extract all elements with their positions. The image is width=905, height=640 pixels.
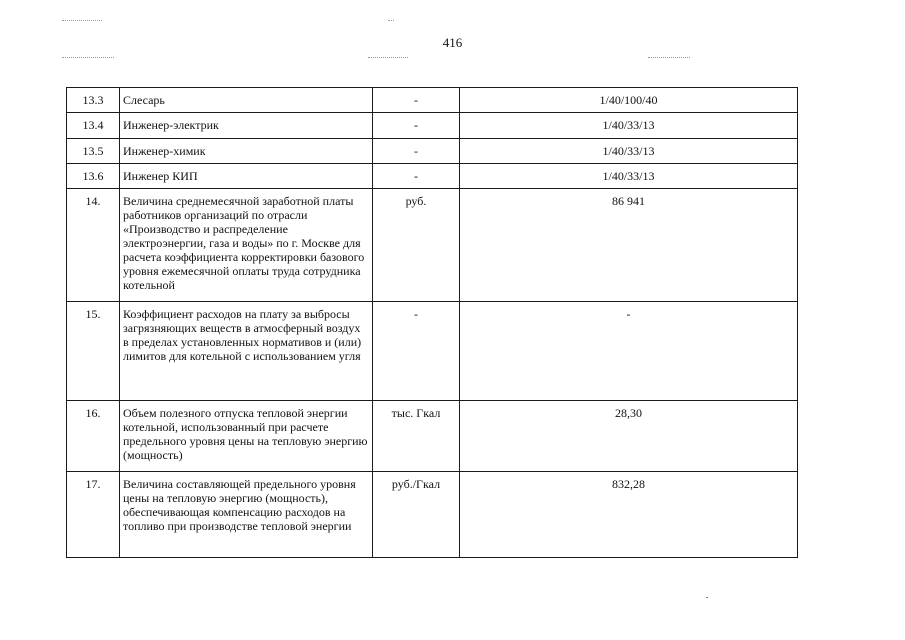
scan-mark-top-left [62, 20, 102, 22]
row-name: Инженер-химик [120, 139, 373, 164]
row-value: 1/40/100/40 [460, 88, 798, 113]
row-number: 16. [67, 401, 120, 472]
row-number: 17. [67, 472, 120, 558]
row-unit: - [373, 302, 460, 401]
row-number: 13.4 [67, 113, 120, 139]
row-value: 86 941 [460, 189, 798, 302]
row-value: - [460, 302, 798, 401]
table-row [67, 164, 798, 189]
row-unit: руб./Гкал [373, 472, 460, 558]
row-unit: - [373, 113, 460, 139]
row-value: 1/40/33/13 [460, 139, 798, 164]
row-name: Объем полезного отпуска тепловой энергии котельной, использованный при расчете предельного уровня цены на тепловую энергию (мощность) [120, 401, 373, 472]
page-number: 416 [442, 35, 463, 50]
table-row [67, 88, 798, 113]
table-row [67, 472, 798, 558]
table-row [67, 401, 798, 472]
scan-mark-center [368, 57, 408, 59]
row-name: Слесарь [120, 88, 373, 113]
row-number: 13.5 [67, 139, 120, 164]
row-name: Величина среднемесячной заработной платы работников организаций по отрасли «Производство и распределение электроэнергии, газа и воды» по г. Москве для расчета коэффициента корректировки базового уровня ежемесячной оплаты труда сотрудника котельной [120, 189, 373, 302]
row-value: 1/40/33/13 [460, 164, 798, 189]
row-unit: - [373, 88, 460, 113]
row-unit: - [373, 164, 460, 189]
table-row [67, 302, 798, 401]
row-value: 1/40/33/13 [460, 113, 798, 139]
row-name: Инженер-электрик [120, 113, 373, 139]
scan-mark-left [62, 57, 114, 59]
row-number: 15. [67, 302, 120, 401]
row-name: Величина составляющей предельного уровня цены на тепловую энергию (мощность), обеспечивающая компенсацию расходов на топливо при производстве тепловой энергии [120, 472, 373, 558]
scan-mark-top-center [388, 20, 394, 22]
scan-mark-right [648, 57, 690, 59]
row-value: 28,30 [460, 401, 798, 472]
row-name: Коэффициент расходов на плату за выбросы загрязняющих веществ в атмосферный воздух в пределах установленных нормативов и (или) лимитов для котельной с использованием угля [120, 302, 373, 401]
row-name: Инженер КИП [120, 164, 373, 189]
table-row [67, 139, 798, 164]
row-number: 14. [67, 189, 120, 302]
row-value: 832,28 [460, 472, 798, 558]
row-number: 13.3 [67, 88, 120, 113]
data-table [66, 87, 798, 558]
scan-dot-bottom-right [706, 597, 708, 598]
table-row [67, 189, 798, 302]
row-unit: руб. [373, 189, 460, 302]
row-number: 13.6 [67, 164, 120, 189]
table-row [67, 113, 798, 139]
row-unit: - [373, 139, 460, 164]
row-unit: тыс. Гкал [373, 401, 460, 472]
